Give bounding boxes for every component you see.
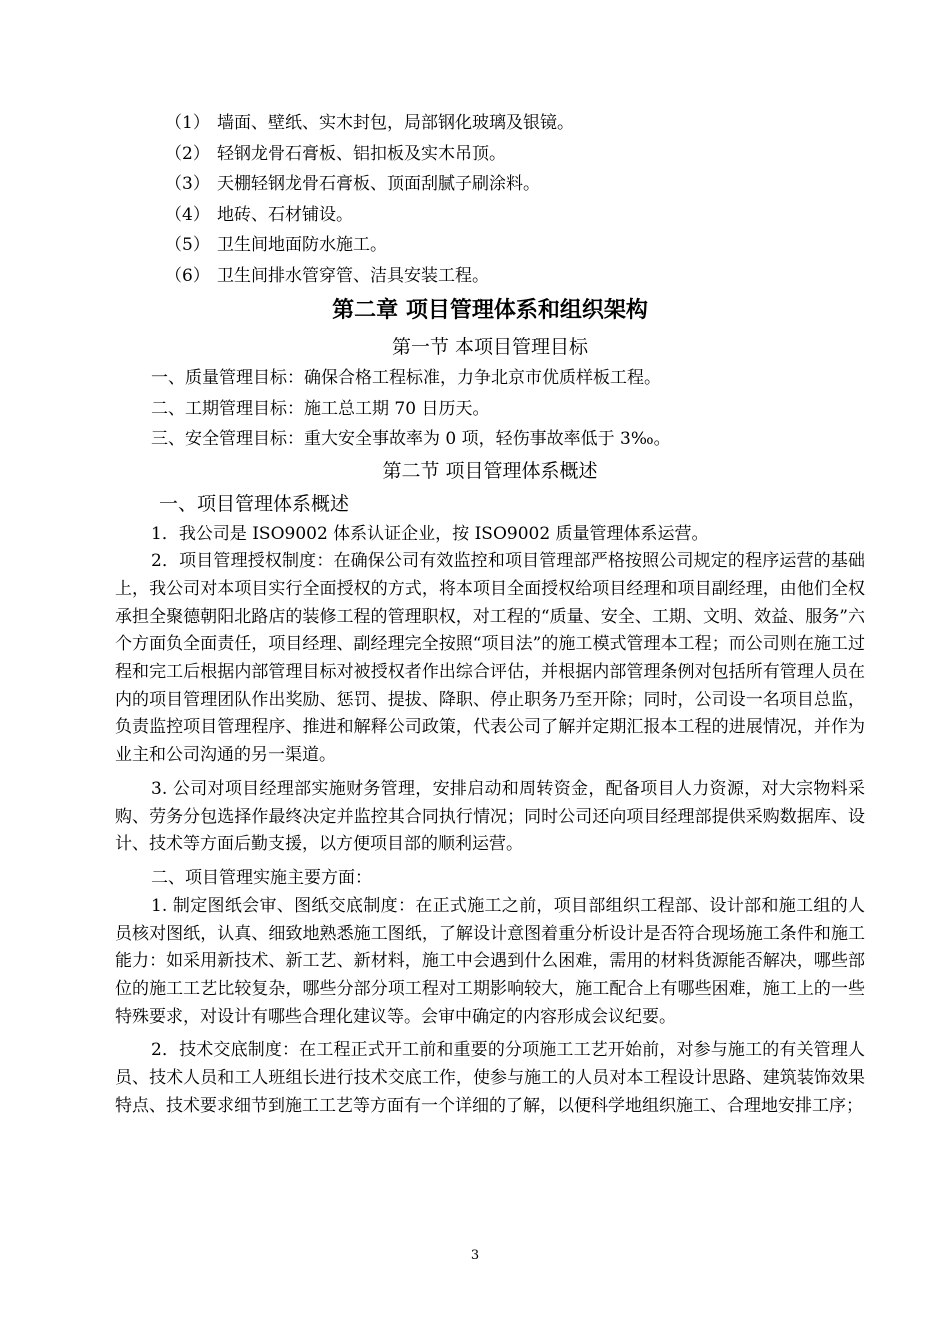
list-text: 卫生间排水管穿管、洁具安装工程。	[217, 265, 489, 286]
paragraph-finance: 3. 公司对项目经理部实施财务管理，安排启动和周转资金，配备项目人力资源，对大宗物料采购、劳务分包选择作最终决定并监控其合同执行情况；同时公司还向项目经理部提供采购数据库、设计、技术等方面后勤支援，以方便项目部的顺利运营。	[115, 778, 865, 855]
paragraph-drawing-review: 1. 制定图纸会审、图纸交底制度：在正式施工之前，项目部组织工程部、设计部和施工组的人员核对图纸，认真、细致地熟悉施工图纸，了解设计意图着重分析设计是否符合现场施工条件和施工能力：如采用新技术、新工艺、新材料，施工中会遇到什么困难，需用的材料货源能否解决，哪些部位的施工工艺比较复杂，哪些分部分项工程对工期影响较大，施工配合上有哪些困难，施工上的一些特殊要求，对设计有哪些合理化建议等。会审中确定的内容形成会议纪要。	[115, 895, 865, 1027]
page-number: 3	[470, 1248, 480, 1263]
list-text: 卫生间地面防水施工。	[217, 235, 387, 255]
paragraph-authorization: 2．项目管理授权制度：在确保公司有效监控和项目管理部严格按照公司规定的程序运营的基础上，我公司对本项目实行全面授权的方式，将本项目全面授权给项目经理和项目副经理，由他们全权承担全聚德朝阳北路店的装修工程的管理职权，对工程的“质量、安全、工期、文明、效益、服务”六个方面负全面责任，项目经理、副经理完全按照“项目法”的施工模式管理本工程；而公司则在施工过程和完工后根据内部管理目标对被授权者作出综合评估，并根据内部管理条例对包括所有管理人员在内的项目管理团队作出奖励、惩罚、提拔、降职、停止职务乃至开除；同时，公司设一名项目总监，负责监控项目管理程序、推进和解释公司政策，代表公司了解并定期汇报本工程的进展情况，并作为业主和公司沟通的另一渠道。	[115, 551, 865, 766]
list-number: （6）	[165, 265, 210, 286]
construction-list	[115, 108, 865, 291]
goal-schedule: 二、工期管理目标：施工总工期 70 日历天。	[151, 398, 490, 419]
list-item	[115, 230, 865, 261]
list-item	[115, 261, 865, 292]
paragraph-technical-briefing: 2．技术交底制度：在工程正式开工前和重要的分项施工工艺开始前，对参与施工的有关管理人员、技术人员和工人班组长进行技术交底工作，使参与施工的人员对本工程设计思路、建筑装饰效果特点、技术要求细节到施工工艺等方面有一个详细的了解，以便科学地组织施工、合理地安排工序；	[115, 1040, 865, 1116]
chapter-title: 第二章 项目管理体系和组织架构	[332, 298, 648, 323]
list-item	[115, 139, 865, 170]
list-item	[115, 169, 865, 200]
list-item	[115, 108, 865, 139]
goal-quality: 一、质量管理目标：确保合格工程标准，力争北京市优质样板工程。	[151, 368, 661, 388]
list-text: 地砖、石材铺设。	[217, 204, 353, 225]
section-title-overview: 第二节 项目管理体系概述	[382, 459, 598, 482]
list-number: （2）	[165, 143, 210, 164]
list-number: （3）	[165, 174, 210, 194]
subheading-overview: 一、项目管理体系概述	[159, 492, 350, 515]
list-text: 墙面、壁纸、实木封包，局部钢化玻璃及银镜。	[217, 113, 574, 133]
goal-safety: 三、安全管理目标：重大安全事故率为 0 项，轻伤事故率低于 3‰。	[151, 429, 671, 449]
list-number: （1）	[165, 113, 210, 133]
list-number: （4）	[165, 204, 210, 225]
page-content	[115, 108, 865, 1121]
list-text: 天棚轻钢龙骨石膏板、顶面刮腻子刷涂料。	[217, 174, 540, 194]
list-item	[115, 200, 865, 231]
paragraph-iso: 1．我公司是 ISO9002 体系认证企业，按 ISO9002 质量管理体系运营。	[151, 523, 709, 544]
subheading-implementation: 二、项目管理实施主要方面：	[151, 867, 372, 888]
list-text: 轻钢龙骨石膏板、铝扣板及实木吊顶。	[217, 143, 506, 164]
section-title-goals: 第一节 本项目管理目标	[391, 336, 589, 358]
list-number: （5）	[165, 235, 210, 255]
